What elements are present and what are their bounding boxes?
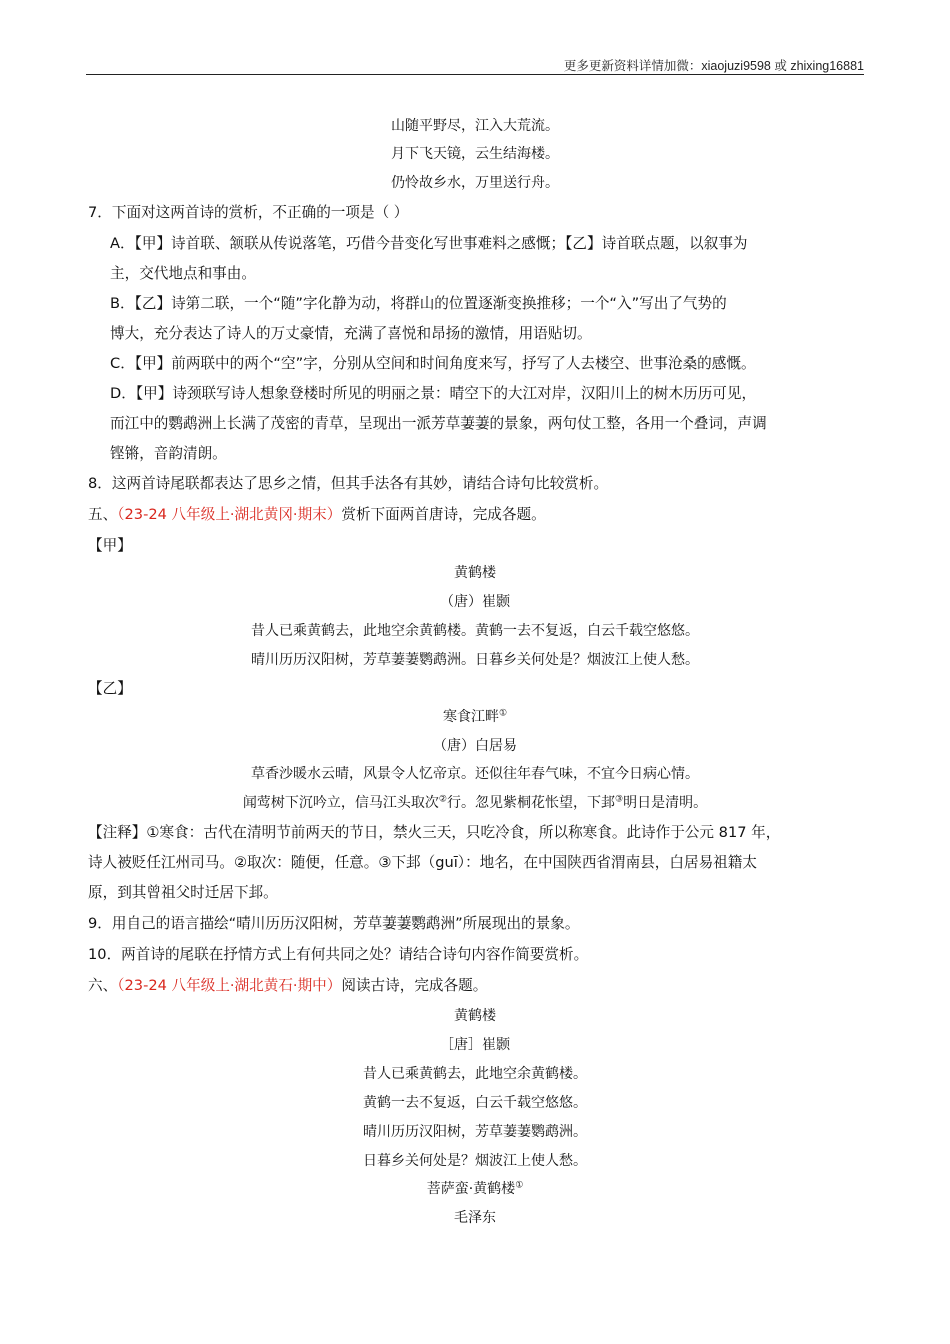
section-number: 五、 [88, 506, 118, 523]
section-instruction: 阅读古诗，完成各题。 [341, 977, 488, 994]
option-d-line: D．【甲】诗颈联写诗人想象登楼时所见的明丽之景：晴空下的大江对岸，汉阳川上的树木历历可见， [110, 385, 757, 402]
poem-title: 黄鹤楼 [454, 1008, 496, 1024]
source-tag: （23-24 八年级上·湖北黄石·期中） [117, 977, 342, 994]
option-b-line: 博大，充分表达了诗人的万丈豪情，充满了喜悦和昂扬的激情，用语贴切。 [110, 325, 592, 342]
poem-author: （唐）白居易 [433, 738, 517, 754]
option-c-line: C．【甲】前两联中的两个“空”字，分别从空间和时间角度来写，抒写了人去楼空、世事沧桑的感慨。 [110, 355, 756, 372]
annotation-line: 诗人被贬任江州司马。②取次：随便，任意。③下邽（guī）：地名，在中国陕西省渭南县，白居易祖籍太 [88, 854, 757, 871]
option-a-line: A．【甲】诗首联、颔联从传说落笔，巧借今昔变化写世事难料之感慨；【乙】诗首联点题，以叙事为 [110, 235, 748, 252]
section-number: 六、 [88, 977, 118, 994]
poem-line: 仍怜故乡水，万里送行舟。 [391, 175, 559, 191]
annotation-line: 【注释】①寒食：古代在清明节前两天的节日，禁火三天，只吃冷食，所以称寒食。此诗作于公元 817 年， [88, 824, 781, 841]
footnote-mark: ③ [615, 794, 624, 805]
poem-author: ［唐］崔颢 [440, 1037, 510, 1053]
poem-line: 晴川历历汉阳树，芳草萋萋鹦鹉洲。 [363, 1124, 587, 1140]
poem-line: 昔人已乘黄鹤去，此地空余黄鹤楼。 [363, 1066, 587, 1082]
poem-line: 月下飞天镜，云生结海楼。 [391, 146, 559, 162]
source-tag: （23-24 八年级上·湖北黄冈·期末） [117, 506, 342, 523]
footnote-mark: ① [515, 1180, 524, 1191]
section-5-heading [88, 505, 546, 525]
option-a-line: 主，交代地点和事由。 [110, 265, 256, 282]
footnote-mark: ② [438, 794, 447, 805]
footnote-mark: ① [498, 708, 508, 719]
section-6-heading [88, 976, 487, 996]
poem-title: 菩萨蛮·黄鹤楼① [426, 1180, 524, 1197]
question-8: 8．这两首诗尾联都表达了思乡之情，但其手法各有其妙，请结合诗句比较赏析。 [88, 475, 609, 492]
section-instruction: 赏析下面两首唐诗，完成各题。 [341, 506, 546, 523]
question-9: 9．用自己的语言描绘“晴川历历汉阳树，芳草萋萋鹦鹉洲”所展现出的景象。 [88, 915, 580, 932]
annotation-line: 原，到其曾祖父时迁居下邽。 [88, 884, 278, 901]
poem-line: 山随平野尽，江入大荒流。 [391, 118, 559, 134]
poem-title: 寒食江畔① [442, 708, 508, 725]
page-header [86, 52, 864, 75]
header-contact-text: 更多更新资料详情加微：xiaojuzi9598 或 zhixing16881 [563, 59, 864, 73]
option-d-line: 铿锵，音韵清朗。 [110, 445, 227, 462]
poem-author: （唐）崔颢 [440, 594, 510, 610]
option-b-line: B．【乙】诗第二联，一个“随”字化静为动，将群山的位置逐渐变换推移；一个“入”写出了气势的 [110, 295, 727, 312]
question-7-stem: 7．下面对这两首诗的赏析，不正确的一项是（ ） [88, 204, 409, 221]
poem-line: 闻莺树下沉吟立，信马江头取次②行。忽见紫桐花怅望，下邽③明日是清明。 [242, 794, 708, 811]
poem-line: 昔人已乘黄鹤去，此地空余黄鹤楼。黄鹤一去不复返，白云千载空悠悠。 [251, 623, 699, 639]
poem-line: 草香沙暖水云晴，风景令人忆帝京。还似往年春气味，不宜今日病心情。 [251, 766, 699, 782]
option-d-line: 而江中的鹦鹉洲上长满了茂密的青草，呈现出一派芳草萋萋的景象，两句仗工整，各用一个叠词，声调 [110, 415, 767, 432]
poem-title: 黄鹤楼 [454, 565, 496, 581]
question-10: 10．两首诗的尾联在抒情方式上有何共同之处？请结合诗句内容作简要赏析。 [88, 946, 589, 963]
poem-line: 日暮乡关何处是？烟波江上使人愁。 [363, 1153, 587, 1169]
poem-jia-label: 【甲】 [88, 537, 132, 554]
poem-author: 毛泽东 [454, 1210, 496, 1226]
poem-line: 晴川历历汉阳树，芳草萋萋鹦鹉洲。日暮乡关何处是？烟波江上使人愁。 [251, 652, 699, 668]
poem-line: 黄鹤一去不复返，白云千载空悠悠。 [363, 1095, 587, 1111]
poem-yi-label: 【乙】 [88, 680, 132, 697]
